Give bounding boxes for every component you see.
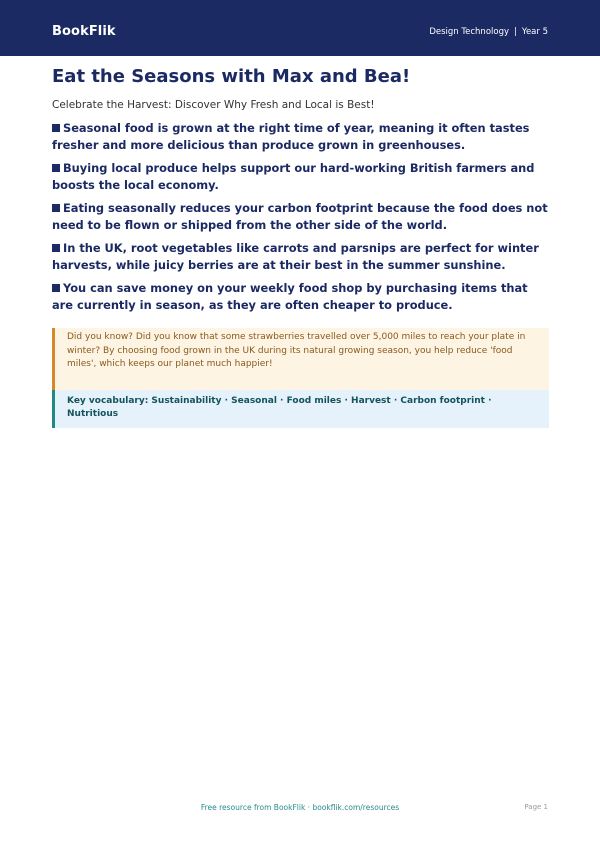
list-item-text: Seasonal food is grown at the right time of year, meaning it often tastes fresher and more delicious than produce grown in greenhouses. [52, 121, 530, 152]
square-bullet-icon [52, 244, 60, 252]
list-item-text: Eating seasonally reduces your carbon footprint because the food does not need to be flown or shipped from the other side of the world. [52, 201, 548, 232]
list-item [52, 240, 552, 274]
list-item [52, 280, 552, 314]
year-label: Year 5 [521, 27, 548, 37]
key-facts-list [52, 120, 552, 320]
list-item-text: In the UK, root vegetables like carrots and parsnips are perfect for winter harvests, while juicy berries are at their best in the summer sunshine. [52, 241, 539, 272]
list-item-text: You can save money on your weekly food shop by purchasing items that are currently in season, as they are often cheaper to produce. [52, 281, 528, 312]
list-item-text: Buying local produce helps support our hard-working British farmers and boosts the local economy. [52, 161, 535, 192]
list-item [52, 120, 552, 154]
list-item [52, 160, 552, 194]
square-bullet-icon [52, 204, 60, 212]
page-footer [0, 803, 600, 815]
page-subtitle: Celebrate the Harvest: Discover Why Fresh and Local is Best! [52, 99, 375, 111]
did-you-know-callout [52, 328, 549, 390]
square-bullet-icon [52, 124, 60, 132]
page-number: Page 1 [524, 803, 548, 811]
page-header [0, 0, 600, 56]
brand-logo: BookFlik [52, 24, 116, 39]
header-meta [429, 27, 548, 37]
subject-label: Design Technology [429, 27, 510, 37]
vocabulary-text: Key vocabulary: Sustainability · Seasonal · Food miles · Harvest · Carbon footprint · Nutritious [67, 396, 492, 419]
list-item [52, 200, 552, 234]
page-title: Eat the Seasons with Max and Bea! [52, 66, 411, 87]
square-bullet-icon [52, 164, 60, 172]
callout-text: Did you know? Did you know that some strawberries travelled over 5,000 miles to reach your plate in winter? By choosing food grown in the UK during its natural growing season, you help reduce 'food miles', which keeps our planet much happier! [67, 332, 526, 369]
vocabulary-box [52, 390, 549, 428]
square-bullet-icon [52, 284, 60, 292]
meta-separator: | [514, 27, 517, 37]
footer-credit-link[interactable]: Free resource from BookFlik · bookflik.com/resources [200, 803, 400, 812]
